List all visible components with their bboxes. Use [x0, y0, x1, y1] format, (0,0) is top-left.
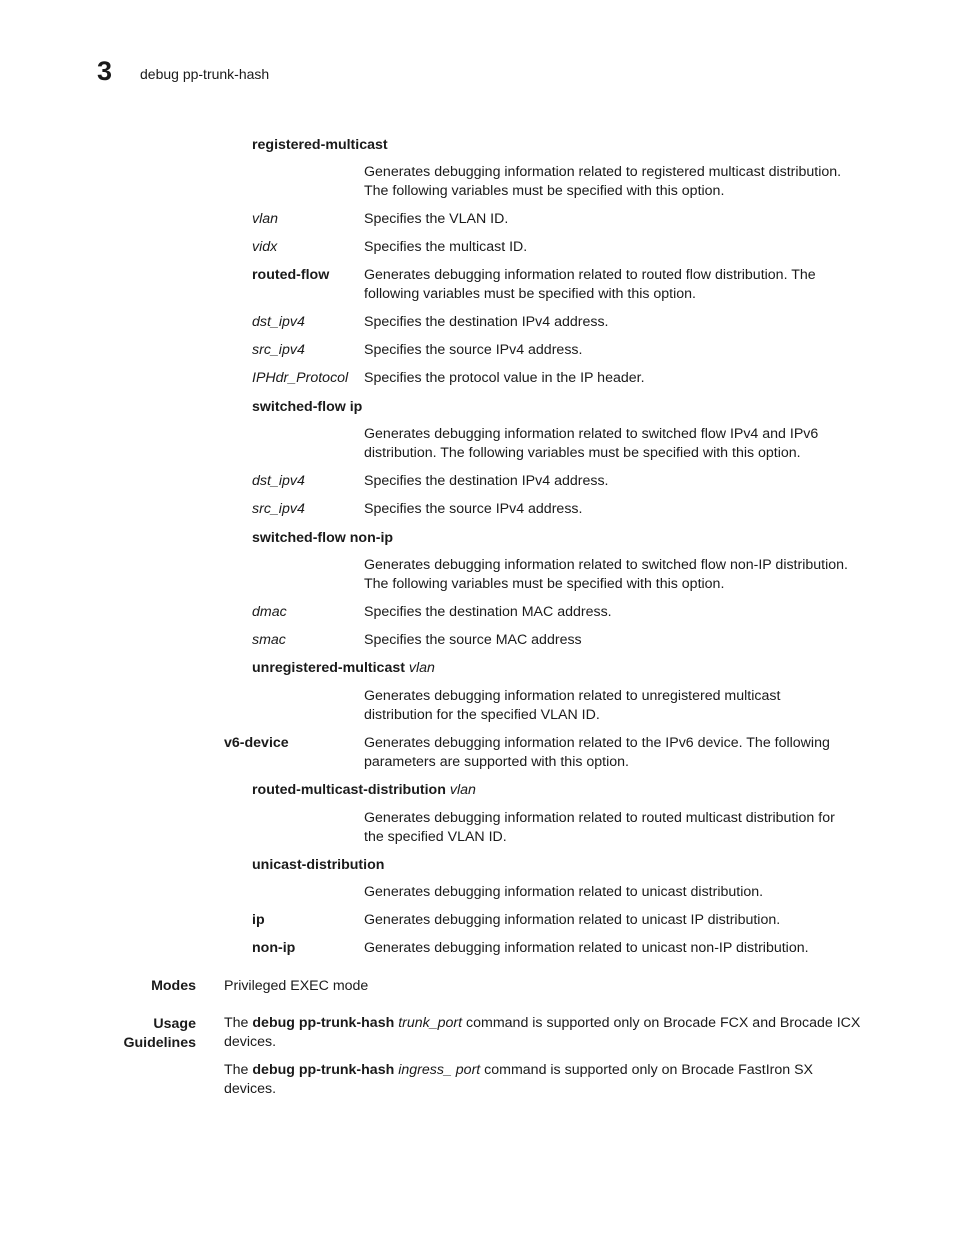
term-text: v6-device	[224, 735, 289, 751]
term-text: routed-multicast-distribution	[252, 782, 446, 798]
usage-p2-pre: The	[224, 1062, 253, 1078]
description-line: The following variables must be specified with this option.	[364, 183, 725, 199]
usage-p2-line2: devices.	[224, 1081, 277, 1097]
description-line: Generates debugging information related to unregistered multicast	[364, 688, 781, 704]
term-text: routed-flow	[252, 267, 330, 283]
description-line: Generates debugging information related to routed multicast distribution for	[364, 810, 835, 826]
parameter-description	[364, 266, 816, 304]
description-line: Generates debugging information related to the IPv6 device. The following	[364, 735, 830, 751]
parameter-description	[364, 425, 818, 463]
parameter-description	[364, 341, 582, 360]
description-line: Specifies the VLAN ID.	[364, 211, 509, 227]
term-text: vlan	[252, 211, 279, 227]
parameter-term	[252, 631, 286, 650]
description-line: following variables must be specified with this option.	[364, 286, 696, 302]
usage-paragraph-2	[224, 1061, 813, 1099]
usage-p1-line2: devices.	[224, 1034, 277, 1050]
term-text: IPHdr_Protocol	[252, 370, 349, 386]
description-line: Specifies the source IPv4 address.	[364, 501, 583, 517]
description-line: Generates debugging information related to unicast non-IP distribution.	[364, 940, 809, 956]
parameter-term	[252, 781, 476, 800]
parameter-term	[252, 939, 295, 958]
parameter-description	[364, 631, 582, 650]
term-text: dmac	[252, 604, 287, 620]
description-line: the specified VLAN ID.	[364, 829, 507, 845]
parameter-term	[252, 659, 435, 678]
description-line: distribution. The following variables must be specified with this option.	[364, 445, 801, 461]
term-text: smac	[252, 632, 286, 648]
term-variable: vlan	[408, 660, 435, 676]
term-variable: vlan	[449, 782, 476, 798]
parameter-term	[252, 341, 305, 360]
parameter-description	[364, 911, 780, 930]
description-line: Generates debugging information related to registered multicast distribution.	[364, 164, 842, 180]
parameter-description	[364, 883, 763, 902]
usage-paragraph-1	[224, 1014, 860, 1052]
parameter-term	[224, 734, 289, 753]
term-text: unicast-distribution	[252, 857, 385, 873]
parameter-term	[252, 603, 287, 622]
description-line: Specifies the source MAC address	[364, 632, 582, 648]
parameter-description	[364, 163, 841, 201]
description-line: Generates debugging information related to switched flow non-IP distribution.	[364, 557, 848, 573]
parameter-description	[364, 603, 612, 622]
term-text: dst_ipv4	[252, 473, 305, 489]
parameter-description	[364, 556, 848, 594]
description-line: The following variables must be specified with this option.	[364, 576, 725, 592]
parameter-term	[252, 911, 265, 930]
parameter-term	[252, 529, 393, 548]
parameter-description	[364, 500, 582, 519]
description-line: Generates debugging information related to routed flow distribution. The	[364, 267, 816, 283]
term-text: dst_ipv4	[252, 314, 305, 330]
parameter-description	[364, 687, 780, 725]
modes-text: Privileged EXEC mode	[224, 978, 369, 994]
term-text: src_ipv4	[252, 342, 305, 358]
modes-label: Modes	[151, 978, 196, 994]
description-line: Generates debugging information related to unicast IP distribution.	[364, 912, 781, 928]
description-line: distribution for the specified VLAN ID.	[364, 707, 600, 723]
description-line: Generates debugging information related to switched flow IPv4 and IPv6	[364, 426, 819, 442]
description-line: Generates debugging information related to unicast distribution.	[364, 884, 764, 900]
parameter-description	[364, 472, 609, 491]
description-line: parameters are supported with this option.	[364, 754, 629, 770]
usage-p1-pre: The	[224, 1015, 253, 1031]
usage-label-line1: Usage	[153, 1016, 196, 1032]
term-text: vidx	[252, 239, 278, 255]
usage-p1-command: debug pp-trunk-hash	[252, 1015, 395, 1031]
description-line: Specifies the protocol value in the IP header.	[364, 370, 645, 386]
term-text: ip	[252, 912, 265, 928]
parameter-description	[364, 734, 830, 772]
parameter-term	[252, 500, 305, 519]
parameter-description	[364, 313, 609, 332]
usage-p1-variable: trunk_port	[398, 1015, 463, 1031]
parameter-term	[252, 856, 384, 875]
parameter-description	[364, 369, 645, 388]
description-line: Specifies the source IPv4 address.	[364, 342, 583, 358]
term-text: registered-multicast	[252, 137, 388, 153]
term-text: switched-flow ip	[252, 399, 363, 415]
description-line: Specifies the destination IPv4 address.	[364, 314, 609, 330]
running-title: debug pp-trunk-hash	[140, 66, 270, 82]
parameter-description	[364, 939, 809, 958]
term-text: src_ipv4	[252, 501, 305, 517]
term-text: non-ip	[252, 940, 296, 956]
parameter-term	[252, 472, 305, 491]
parameter-description	[364, 210, 508, 229]
usage-label-line2: Guidelines	[123, 1035, 196, 1051]
parameter-term	[252, 210, 278, 229]
parameter-term	[252, 238, 277, 257]
parameter-description	[364, 238, 527, 257]
parameter-term	[252, 369, 348, 388]
usage-p2-post: command is supported only on Brocade FastIron SX	[480, 1062, 814, 1078]
description-line: Specifies the destination IPv4 address.	[364, 473, 609, 489]
parameter-term	[252, 266, 329, 285]
chapter-number: 3	[97, 56, 113, 86]
term-text: switched-flow non-ip	[252, 530, 394, 546]
description-line: Specifies the destination MAC address.	[364, 604, 612, 620]
parameter-term	[252, 398, 362, 417]
description-line: Specifies the multicast ID.	[364, 239, 528, 255]
term-text: unregistered-multicast	[252, 660, 405, 676]
usage-p1-post: command is supported only on Brocade FCX and Brocade ICX	[462, 1015, 861, 1031]
usage-p2-command: debug pp-trunk-hash	[252, 1062, 395, 1078]
parameter-description	[364, 809, 835, 847]
usage-p2-variable: ingress_ port	[398, 1062, 481, 1078]
parameter-term	[252, 136, 388, 155]
parameter-term	[252, 313, 305, 332]
